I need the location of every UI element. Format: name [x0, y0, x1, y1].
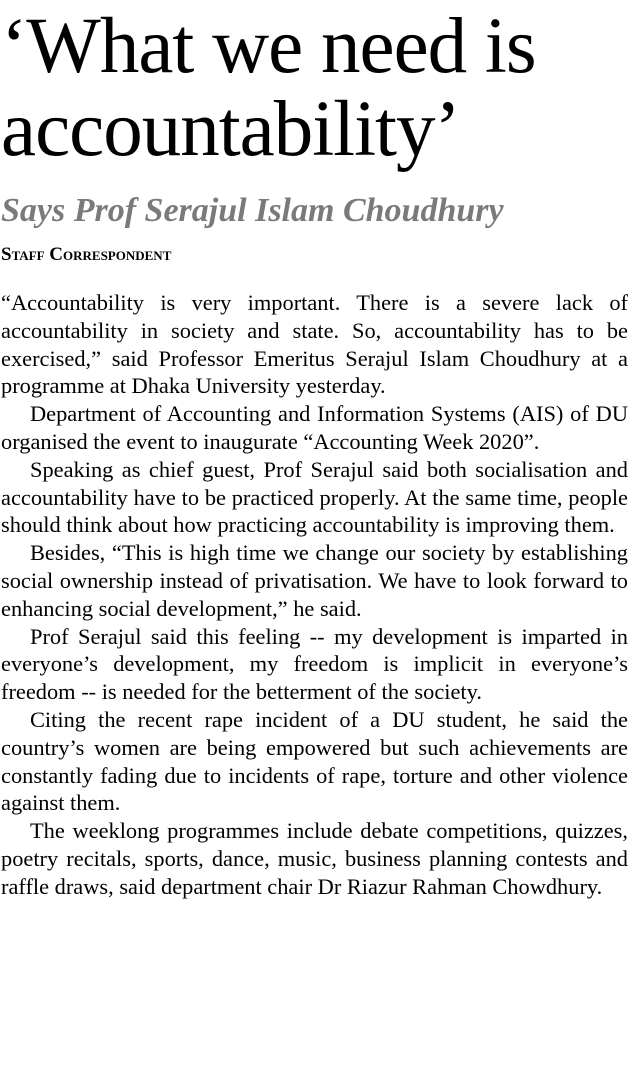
- paragraph: “Accountability is very important. There is a severe lack of accountability in society and state. So, accountability has to be exercised,” said Professor Emeritus Serajul Islam Choudhury at a programme at Dhaka University yesterday.: [1, 290, 628, 399]
- article-body: [1, 289, 628, 901]
- paragraph: Citing the recent rape incident of a DU student, he said the country’s women are being empowered but such achievements are constantly fading due to incidents of rape, torture and other violence against them.: [1, 706, 628, 816]
- headline: [1, 5, 629, 171]
- byline: Staff Correspondent: [1, 244, 172, 265]
- paragraph: Besides, “This is high time we change our society by establishing social ownership instead of privatisation. We have to look forward to enhancing social development,” he said.: [1, 540, 628, 621]
- subheadline: Says Prof Serajul Islam Choudhury: [1, 192, 504, 229]
- paragraph: Speaking as chief guest, Prof Serajul said both socialisation and accountability have to be practiced properly. At the same time, people should think about how practicing accountability is improving them.: [1, 456, 628, 538]
- paragraph: Prof Serajul said this feeling -- my development is imparted in everyone’s development, my freedom is implicit in everyone’s freedom -- is needed for the betterment of the society.: [1, 623, 628, 705]
- headline-line-2: accountability’: [1, 86, 460, 173]
- headline-line-1: ‘What we need is: [1, 3, 536, 90]
- paragraph: The weeklong programmes include debate competitions, quizzes, poetry recitals, sports, dance, music, business planning contests and raffle draws, said department chair Dr Riazur Rahman Chowdhury.: [1, 818, 628, 899]
- paragraph: Department of Accounting and Information Systems (AIS) of DU organised the event to inaugurate “Accounting Week 2020”.: [1, 401, 628, 454]
